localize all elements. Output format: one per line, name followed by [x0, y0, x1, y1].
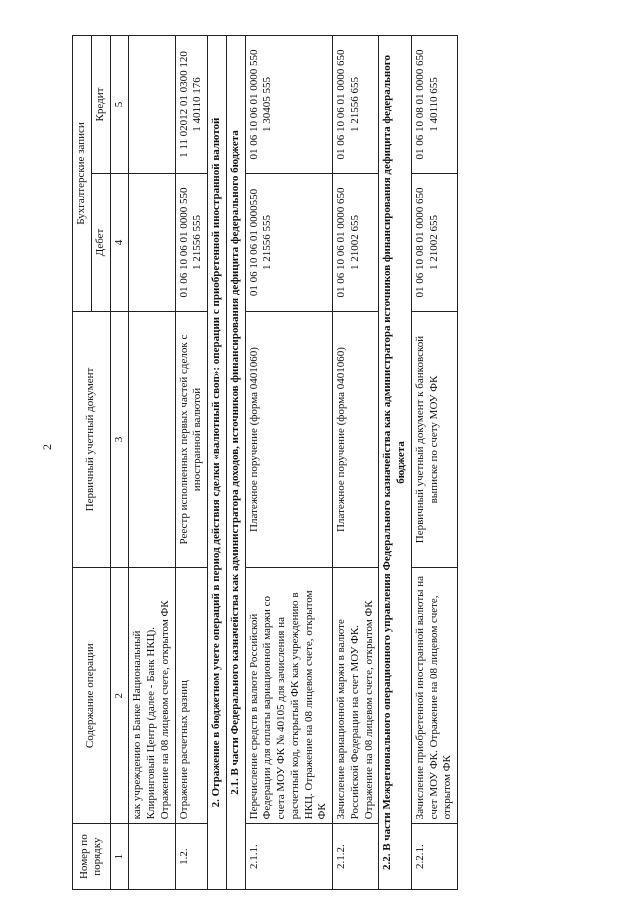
header-index-2: 2	[110, 568, 129, 824]
header-entries: Бухгалтерские записи	[73, 36, 92, 312]
row-credit: 1 11 02012 01 0300 120 1 40110 176	[175, 36, 208, 174]
header-index-1: 1	[110, 824, 129, 890]
row-debit: 01 06 10 06 01 0000 650 1 21002 655	[333, 173, 379, 311]
header-index-4: 4	[110, 173, 129, 311]
row-document: Платежное поручение (форма 0401060)	[333, 311, 379, 567]
row-debit: 01 06 10 06 01 0000 550 1 21556 555	[175, 173, 208, 311]
row-document: Реестр исполненных первых частей сделок с иностранной валютой	[175, 311, 208, 567]
row-content: Зачисление вариационной маржи в валюте Российской Федерации на счет МОУ ФК. Отражение на 08 лицевом счете, открытом ФК	[333, 568, 379, 824]
header-document: Первичный учетный документ	[73, 311, 111, 567]
row-number: 2.1.1.	[245, 824, 333, 890]
accounting-table	[72, 35, 458, 890]
row-credit: 01 06 10 08 01 0000 650 1 40110 655	[411, 36, 457, 174]
table-row	[411, 36, 457, 890]
section-heading: 2.1. В части Федерального казначейства как администратора доходов, источников финансирования дефицита федерального бюджета	[226, 36, 245, 890]
section-heading: 2. Отражение в бюджетном учете операций в период действия сделки «валютный своп»: операции с приобретенной иностранной валютой	[208, 36, 227, 890]
row-credit: 01 06 10 06 01 0000 550 1 30405 555	[245, 36, 333, 174]
page-number: 2	[40, 444, 54, 450]
header-index-5: 5	[110, 36, 129, 174]
row-number: 1.2.	[175, 824, 208, 890]
row-content: Зачисление приобретенной иностранной валюты на счет МОУ ФК. Отражение на 08 лицевом счете, открытом ФК	[411, 568, 457, 824]
row-debit	[129, 173, 175, 311]
row-content: как учреждению в Банке Национальный Клиринговый Центр (далее - Банк НКЦ). Отражение на 08 лицевом счете, открытом ФК	[129, 568, 175, 824]
header-index-3: 3	[110, 311, 129, 567]
rotated-table-wrapper	[72, 35, 607, 890]
row-document	[129, 311, 175, 567]
row-credit	[129, 36, 175, 174]
section-heading: 2.2. В части Межрегионального операционного управления Федерального казначейства как администратора источников финансирования дефицита федерального бюджета	[379, 36, 412, 890]
row-number: 2.2.1.	[411, 824, 457, 890]
table-row	[129, 36, 175, 890]
table-row	[245, 36, 333, 890]
row-document: Платежное поручение (форма 0401060)	[245, 311, 333, 567]
row-content: Отражение расчетных разниц	[175, 568, 208, 824]
row-credit: 01 06 10 06 01 0000 650 1 21556 655	[333, 36, 379, 174]
header-content: Содержание операции	[73, 568, 111, 824]
header-credit: Кредит	[91, 36, 110, 174]
table-row	[175, 36, 208, 890]
row-debit: 01 06 10 06 01 0000550 1 21556 555	[245, 173, 333, 311]
row-number: 2.1.2.	[333, 824, 379, 890]
row-document: Первичный учетный документ к банковской выписке по счету МОУ ФК	[411, 311, 457, 567]
row-number	[129, 824, 175, 890]
header-debit: Дебет	[91, 173, 110, 311]
header-number: Номер по порядку	[73, 824, 111, 890]
table-row	[333, 36, 379, 890]
row-debit: 01 06 10 08 01 0000 650 1 21002 655	[411, 173, 457, 311]
row-content: Перечисление средств в валюте Российской Федерации для оплаты вариационной маржи со счета МОУ ФК № 40105 для зачисления на расчетный код, открытый ФК как учреждению в НКЦ. Отражение на 08 лицевом счете, открытом ФК	[245, 568, 333, 824]
